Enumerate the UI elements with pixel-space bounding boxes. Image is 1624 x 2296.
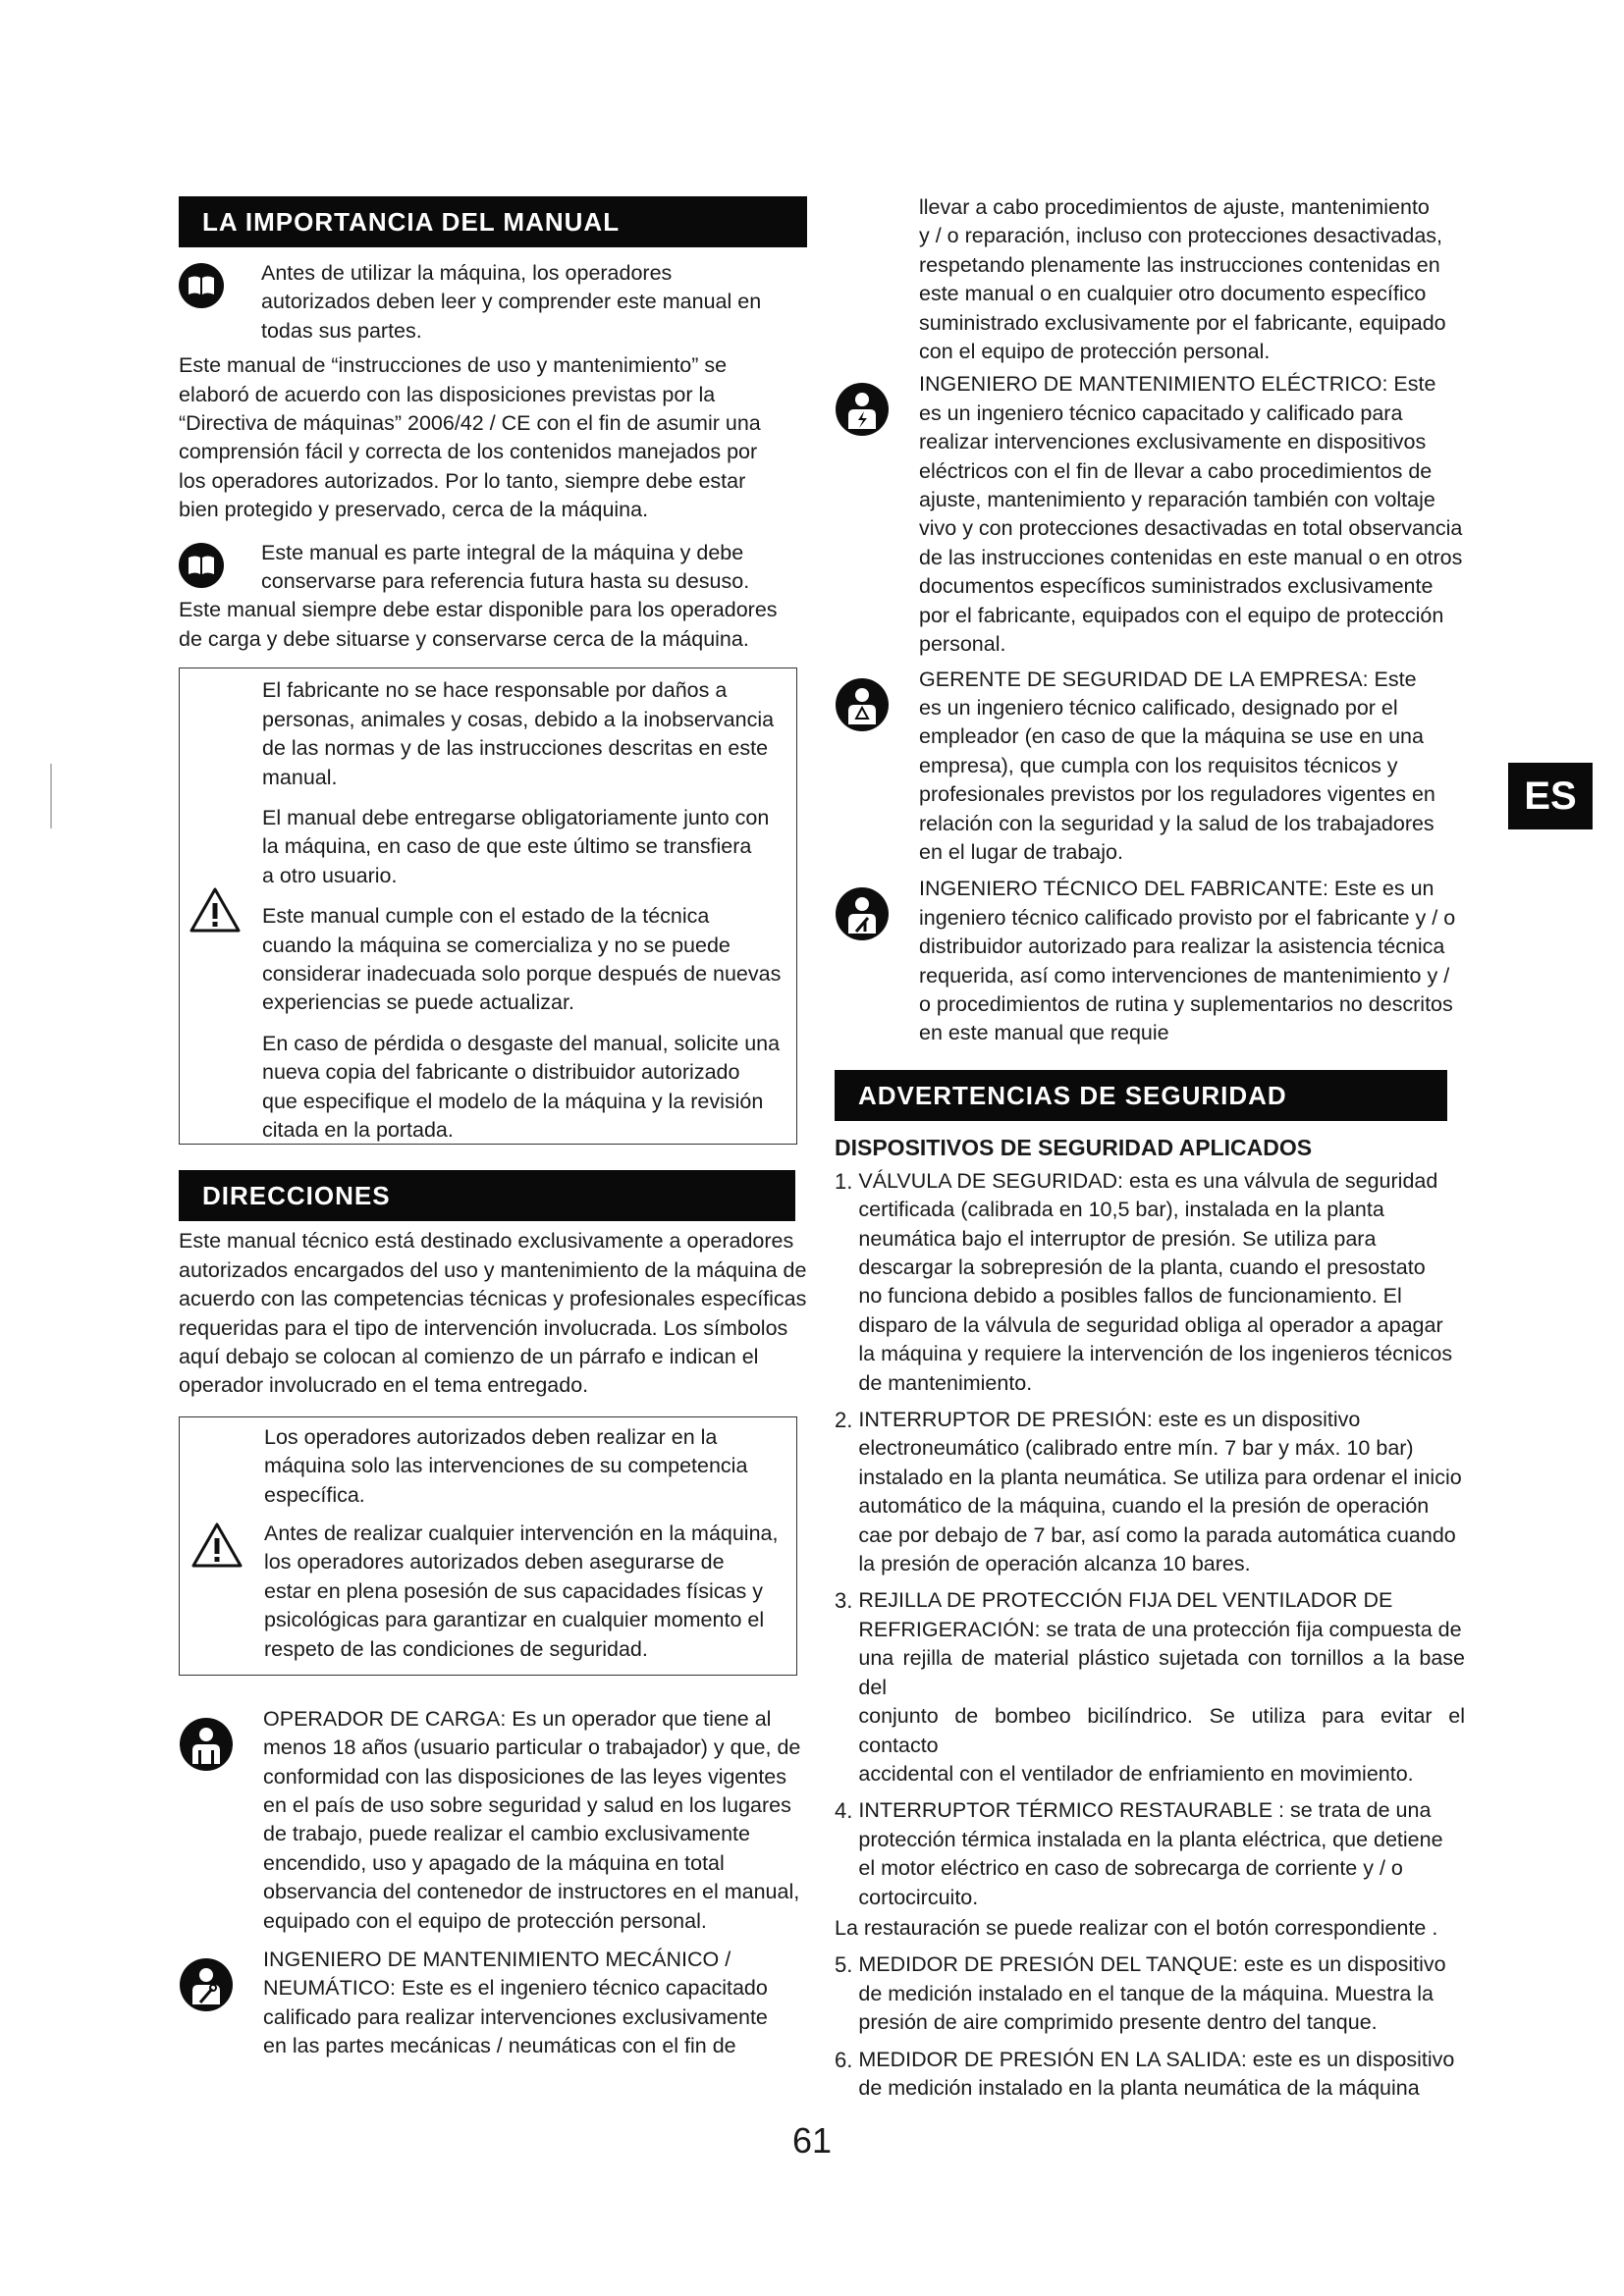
text-line: personal. [919,632,1006,657]
text-line: equipado con el equipo de protección personal. [263,1908,707,1933]
text-line: conformidad con las disposiciones de las leyes vigentes [263,1764,787,1789]
book-icon [179,263,224,308]
text-line: de carga y debe situarse y conservarse cerca de la máquina. [179,626,749,651]
text-line: calificado para realizar intervenciones exclusivamente [263,2004,768,2029]
role-text [919,875,1467,1047]
text-line: Este manual técnico está destinado exclusivamente a operadores [179,1229,794,1254]
paragraph-directiva [179,351,807,524]
text-line: autorizados encargados del uso y mantenimiento de la máquina de [179,1257,807,1282]
text-line: “Directiva de máquinas” 2006/42 / CE con el fin de asumir una [179,411,761,436]
text-line: El fabricante no se hace responsable por daños a [262,678,728,703]
text-line: conservarse para referencia futura hasta su desuso. [261,569,750,594]
text-line: el motor eléctrico en caso de sobrecarga de corriente y / o [858,1856,1403,1881]
text-line: presión de aire comprimido presente dentro del tanque. [858,2010,1378,2035]
item-text [852,1167,1465,1398]
warning-paragraph [264,1423,788,1510]
text-line: OPERADOR DE CARGA: Es un operador que tiene al [263,1706,772,1731]
paragraph-disponible [179,596,807,654]
text-line: MEDIDOR DE PRESIÓN EN LA SALIDA: este es un dispositivo [858,2047,1455,2071]
text-line: certificada (calibrada en 10,5 bar), instalada en la planta [858,1198,1384,1222]
role-text [919,370,1467,659]
text-line: conjunto de bombeo bicilíndrico. Se utiliza para evitar el contacto [858,1704,1465,1757]
item-text [852,1586,1465,1789]
text-line: En caso de pérdida o desgaste del manual, solicite una [262,1031,781,1055]
text-line: es un ingeniero técnico capacitado y calificado para [919,400,1403,425]
text-line: Este manual es parte integral de la máquina y debe [261,540,744,564]
text-line: documentos específicos suministrados exclusivamente [919,574,1434,599]
role-mecanico-continued [919,193,1467,366]
text-line: cuando la máquina se comercializa y no se puede [262,933,731,957]
warning-paragraph [264,1520,788,1664]
text-line: en el país de uso sobre seguridad y salud en los lugares [263,1792,791,1817]
text-line: INGENIERO TÉCNICO DEL FABRICANTE: Este es un [919,877,1435,901]
text-line: neumática bajo el interruptor de presión. Se utiliza para [858,1226,1377,1251]
text-line: elaboró de acuerdo con las disposiciones previstas por la [179,382,716,406]
wrench-icon [179,1946,234,2024]
text-line: Este manual de “instrucciones de uso y mantenimiento” se [179,353,728,378]
text-line: protección térmica instalada en la planta eléctrica, que detiene [858,1827,1443,1851]
item-text [852,2046,1465,2104]
subsection-title: DISPOSITIVOS DE SEGURIDAD APLICADOS [835,1134,1313,1160]
text-line: VÁLVULA DE SEGURIDAD: esta es una válvula de seguridad [858,1168,1438,1193]
text-line: una rejilla de material plástico sujetada con tornillos a la base del [858,1646,1465,1699]
list-item [835,1796,1465,1912]
text-line: La restauración se puede realizar con el botón correspondiente . [835,1915,1438,1940]
item-text [852,1406,1465,1578]
warning-triangle-icon [191,1522,243,1569]
text-line: encendido, uso y apagado de la máquina en total [263,1850,725,1875]
text-line: INGENIERO DE MANTENIMIENTO MECÁNICO / [263,1947,731,1971]
item-number: 5. [835,1952,853,1978]
text-line: respeto de las condiciones de seguridad. [264,1636,648,1661]
paragraph-direcciones [179,1227,807,1400]
text-line: la máquina y requiere la intervención de los ingenieros técnicos [858,1342,1453,1366]
warning-box-fabricante [179,667,797,1145]
right-column [835,193,1473,2103]
text-line: de trabajo, puede realizar el cambio exclusivamente [263,1822,750,1846]
role-electrico [835,370,1473,659]
text-line: INTERRUPTOR DE PRESIÓN: este es un dispositivo [858,1408,1361,1432]
text-line: ingeniero técnico calificado provisto por el fabricante y / o [919,905,1456,930]
text-line: psicológicas para garantizar en cualquier momento el [264,1608,765,1632]
role-text [263,1705,807,1936]
wrench-icon [835,875,890,953]
text-line: instalado en la planta neumática. Se utiliza para ordenar el inicio [858,1465,1462,1489]
warning-box-text [262,676,788,1145]
list-note [835,1914,1465,1943]
text-line: operador involucrado en el tema entregado. [179,1373,589,1398]
text-line: cae por debajo de 7 bar, así como la parada automática cuando [858,1522,1456,1547]
role-text [919,666,1467,868]
text-line: Este manual siempre debe estar disponible para los operadores [179,598,778,622]
text-line: que especifique el modelo de la máquina y la revisión [262,1089,764,1113]
text-line: no funciona debido a posibles fallos de funcionamiento. El [858,1284,1402,1308]
list-item [835,2046,1465,2104]
text-line: específica. [264,1482,365,1507]
text-line: con el equipo de protección personal. [919,340,1271,364]
text-line: observancia del contenedor de instructores en el manual, [263,1880,800,1904]
text-line: relación con la seguridad y la salud de los trabajadores [919,811,1435,835]
text-line: El manual debe entregarse obligatoriamente junto con [262,805,770,829]
text-line: vivo y con protecciones desactivadas en total observancia [919,516,1463,541]
list-item [835,1406,1465,1578]
warning-paragraph [262,804,788,890]
text-line: los operadores autorizados. Por lo tanto, siempre debe estar [179,468,746,493]
safety-devices-list [835,1167,1465,2104]
text-line: de las instrucciones contenidas en este manual o en otros [919,545,1463,569]
item-number: 2. [835,1408,853,1433]
warning-triangle-icon [189,886,241,934]
list-item [835,1950,1465,2037]
text-line: accidental con el ventilador de enfriamiento en movimiento. [858,1761,1414,1786]
text-line: disparo de la válvula de seguridad obliga al operador a apagar [858,1312,1443,1337]
section-header-importancia: LA IMPORTANCIA DEL MANUAL [179,196,807,247]
text-line: la máquina, en caso de que este último se transfiera [262,834,752,859]
text-line: en este manual que requie [919,1021,1169,1045]
text-line: requeridas para el tipo de intervención involucrada. Los símbolos [179,1315,788,1340]
text-line: Antes de realizar cualquier intervención en la máquina, [264,1521,779,1545]
text-line: cortocircuito. [858,1885,979,1909]
text-line: de medición instalado en la planta neumática de la máquina [858,2075,1420,2100]
left-column [179,196,807,2061]
text-line: llevar a cabo procedimientos de ajuste, mantenimiento [919,195,1430,219]
lightning-icon [835,370,890,449]
book-icon [179,543,224,588]
text-line: la presión de operación alcanza 10 bares. [858,1552,1251,1576]
text-line: nueva copia del fabricante o distribuidor autorizado [262,1060,740,1085]
text-line: suministrado exclusivamente por el fabricante, equipado [919,310,1446,335]
text-line: por el fabricante, equipados con el equipo de protección [919,603,1444,627]
item-number: 6. [835,2047,853,2072]
section-header-direcciones: DIRECCIONES [179,1170,795,1221]
person-icon [835,666,890,744]
intro-row [179,259,807,346]
warning-paragraph [262,676,788,792]
text-line: Este manual cumple con el estado de la técnica [262,904,710,929]
text-line: INGENIERO DE MANTENIMIENTO ELÉCTRICO: Este [919,372,1436,397]
warning-box-operadores [179,1416,797,1676]
text-line: menos 18 años (usuario particular o trabajador) y que, de [263,1735,801,1760]
role-gerente [835,666,1473,868]
text-line: personas, animales y cosas, debido a la inobservancia [262,707,775,731]
role-fabricante [835,875,1473,1047]
item-number: 1. [835,1168,853,1194]
text-line: automático de la máquina, cuando el la presión de operación [858,1494,1430,1519]
text-line: comprensión fácil y correcta de los contenidos manejados por [179,440,758,464]
text-line: NEUMÁTICO: Este es el ingeniero técnico capacitado [263,1976,768,2001]
text-line: empresa), que cumpla con los requisitos técnicos y [919,753,1398,777]
text-line: de las normas y de las instrucciones descritas en este [262,736,769,761]
text-line: electroneumático (calibrado entre mín. 7 bar y máx. 10 bar) [858,1436,1414,1461]
text-line: GERENTE DE SEGURIDAD DE LA EMPRESA: Este [919,667,1417,691]
role-mecanico [179,1946,807,2061]
text-line: acuerdo con las competencias técnicas y profesionales específicas [179,1287,807,1311]
text-line: de mantenimiento. [858,1370,1033,1395]
text-line: descargar la sobrepresión de la planta, cuando el presostato [858,1255,1426,1279]
text-line: distribuidor autorizado para realizar la asistencia técnica [919,934,1445,959]
integral-row [179,539,807,597]
list-item [835,1586,1465,1789]
item-text [852,1950,1465,2037]
text-line: realizar intervenciones exclusivamente en dispositivos [919,430,1427,454]
text-line: en el lugar de trabajo. [919,839,1123,864]
text-line: experiencias se puede actualizar. [262,990,574,1015]
intro-text [261,259,801,346]
role-text [263,1946,807,2061]
text-line: estar en plena posesión de sus capacidades físicas y [264,1578,763,1603]
text-line: citada en la portada. [262,1117,454,1142]
text-line: ajuste, mantenimiento y reparación también con voltaje [919,488,1435,512]
text-line: profesionales previstos por los reguladores vigentes en [919,782,1435,807]
item-number: 4. [835,1798,853,1824]
role-operador-carga [179,1705,807,1936]
person-icon [179,1705,234,1784]
text-line: requerida, así como intervenciones de mantenimiento y / [919,963,1450,988]
text-line: en las partes mecánicas / neumáticas con el fin de [263,2034,736,2058]
text-line: Antes de utilizar la máquina, los operadores [261,261,673,285]
language-tab: ES [1508,763,1593,829]
text-line: manual. [262,765,338,789]
text-line: autorizados deben leer y comprender este manual en [261,290,762,314]
text-line: MEDIDOR DE PRESIÓN DEL TANQUE: este es un dispositivo [858,1952,1446,1977]
text-line: INTERRUPTOR TÉRMICO RESTAURABLE : se trata de una [858,1798,1432,1823]
text-line: Los operadores autorizados deben realizar en la [264,1424,718,1449]
crop-mark [50,764,52,828]
text-line: o procedimientos de rutina y suplementarios no descritos [919,991,1453,1016]
integral-text [261,539,803,597]
text-line: empleador (en caso de que la máquina se use en una [919,724,1424,749]
text-line: REJILLA DE PROTECCIÓN FIJA DEL VENTILADOR DE [858,1588,1393,1613]
text-line: todas sus partes. [261,318,422,343]
page-number: 61 [791,2120,833,2161]
section-header-advertencias: ADVERTENCIAS DE SEGURIDAD [835,1070,1447,1121]
text-line: de medición instalado en el tanque de la máquina. Muestra la [858,1981,1435,2005]
warning-paragraph [262,1030,788,1146]
text-line: a otro usuario. [262,863,398,887]
text-line: es un ingeniero técnico calificado, designado por el [919,695,1398,720]
warning-paragraph [262,902,788,1018]
text-line: este manual o en cualquier otro documento específico [919,282,1427,306]
text-line: los operadores autorizados deben asegurarse de [264,1550,725,1575]
text-line: considerar inadecuada solo porque después de nuevas [262,961,782,986]
text-line: máquina solo las intervenciones de su competencia [264,1454,748,1478]
text-line: bien protegido y preservado, cerca de la máquina. [179,498,649,522]
text-line: aquí debajo se colocan al comienzo de un párrafo e indican el [179,1344,759,1368]
text-line: eléctricos con el fin de llevar a cabo procedimientos de [919,458,1433,483]
item-text [852,1796,1465,1912]
text-line: REFRIGERACIÓN: se trata de una protección fija compuesta de [858,1617,1462,1641]
item-number: 3. [835,1588,853,1614]
list-item [835,1167,1465,1398]
text-line: respetando plenamente las instrucciones contenidas en [919,252,1440,277]
warning-box-text [264,1423,788,1664]
text-line: y / o reparación, incluso con protecciones desactivadas, [919,224,1443,248]
